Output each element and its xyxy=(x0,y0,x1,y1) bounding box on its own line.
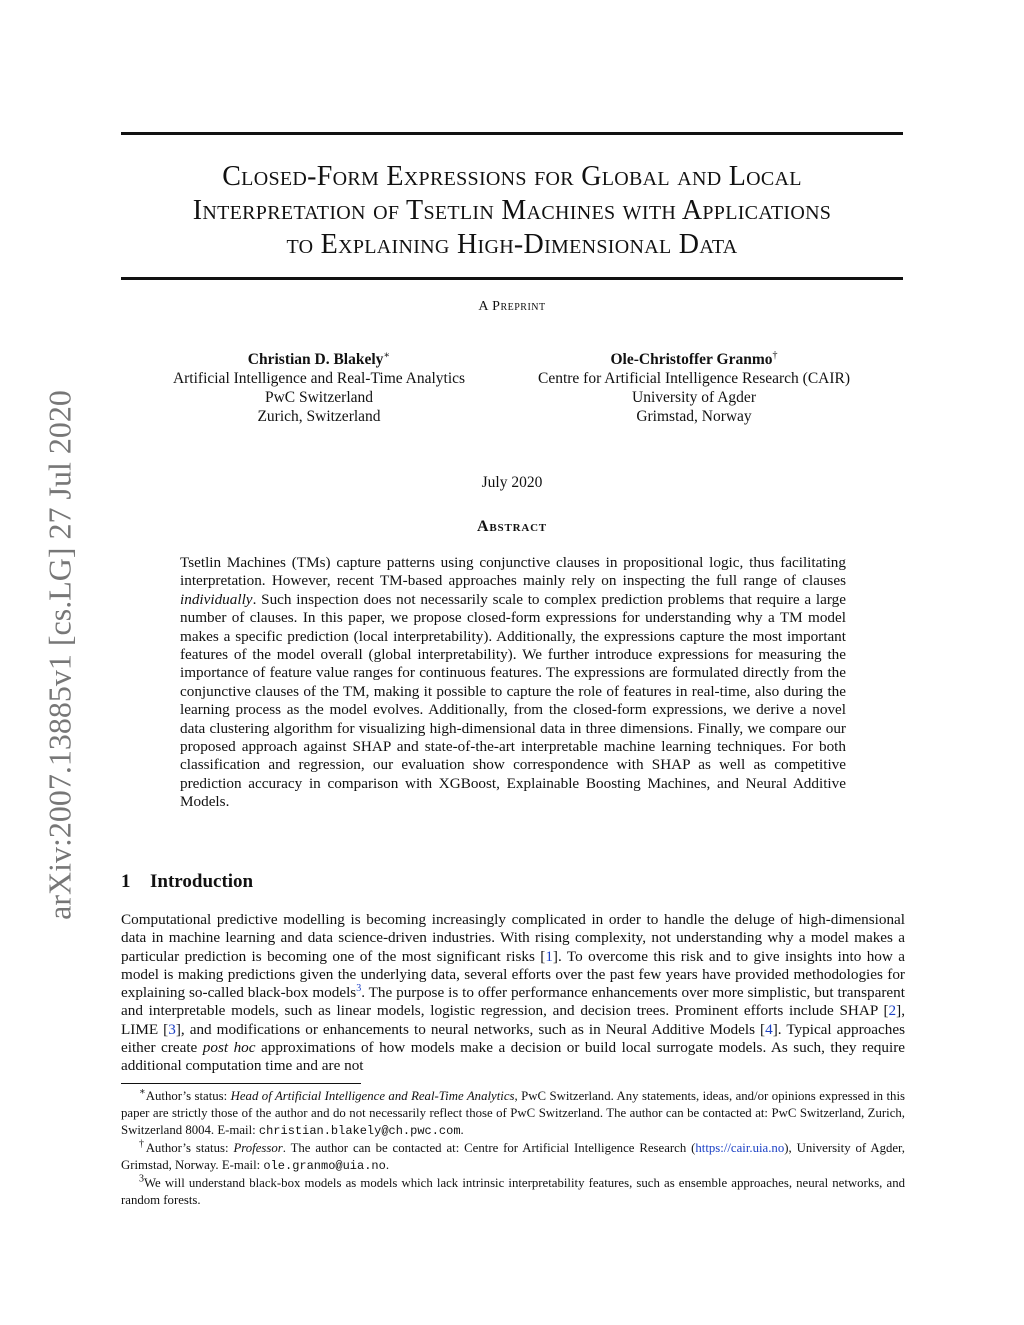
author-name: Christian D. Blakely xyxy=(247,351,384,368)
footnote-ref-link[interactable]: 3 xyxy=(356,983,362,995)
preprint-label: A Preprint xyxy=(478,299,546,314)
author-block-2 xyxy=(504,350,884,426)
author-affiliation: Centre for Artificial Intelligence Research (CAIR) xyxy=(537,370,851,387)
footnote-1: ∗Author’s status: Head of Artificial Intelligence and Real-Time Analytics, PwC Switzerland. Any statements, ideas, and/or opinions expressed in this paper are strictly those of the author and do not necessarily reflect those of PwC Switzerland. The author can be contacted at: PwC Switzerland, Zurich, Switzerland 8004. E-mail: christian.blakely@ch.pwc.com. xyxy=(121,1086,905,1138)
email-address: ole.granmo@uia.no xyxy=(263,1159,386,1173)
section-number: 1 xyxy=(121,871,131,892)
footnote-2: †Author’s status: Professor. The author can be contacted at: Centre for Artificial Intelligence Research (https://cair.uia.no), University of Agder, Grimstad, Norway. E-mail: ole.granmo@uia.no. xyxy=(121,1138,905,1173)
cair-url-link[interactable]: https://cair.uia.no xyxy=(695,1141,785,1155)
title-top-rule xyxy=(121,132,903,135)
author-affiliation: PwC Switzerland xyxy=(264,389,374,406)
arxiv-stamp: arXiv:2007.13885v1 [cs.LG] 27 Jul 2020 xyxy=(41,390,78,920)
title-bottom-rule xyxy=(121,277,903,280)
author-affiliation: Artificial Intelligence and Real-Time Analytics xyxy=(172,370,466,387)
footnote-rule xyxy=(121,1083,361,1084)
citation-link[interactable]: 4 xyxy=(765,1020,773,1038)
author-affiliation: Zurich, Switzerland xyxy=(257,408,381,425)
title-line-1: Closed-Form Expressions for Global and Local xyxy=(222,161,802,192)
author-affiliation: Grimstad, Norway xyxy=(636,408,752,425)
abstract-text: Tsetlin Machines (TMs) capture patterns using conjunctive clauses in propositional logic, thus facilitating interpretation. However, recent TM-based approaches mainly rely on inspecting the full range of clauses individually. Such inspection does not necessarily scale to complex prediction problems that require a large number of clauses. In this paper, we propose closed-form expressions for understanding why a TM model makes a specific prediction (local interpretability). Additionally, the expressions capture the most important features of the model overall (global interpretability). We further introduce expressions for measuring the importance of feature value ranges for continuous features. The expressions are formulated directly from the conjunctive clauses of the TM, making it possible to capture the role of features in real-time, also during the learning process as the model evolves. Additionally, from the closed-form expressions, we derive a novel data clustering algorithm for visualizing high-dimensional data in three dimensions. Finally, we compare our proposed approach against SHAP and state-of-the-art interpretable machine learning techniques. For both classification and regression, our evaluation show correspondence with SHAP as well as competitive prediction accuracy in comparison with XGBoost, Explainable Boosting Machines, and Neural Additive Models. xyxy=(180,554,846,811)
introduction-paragraph: Computational predictive modelling is becoming increasingly complicated in order to handle the deluge of high-dimensional data in machine learning and data science-driven industries. With rising complexity, not understanding why a model makes a particular prediction is becoming one of the most significant risks [1]. To overcome this risk and to give insights into how a model is making predictions given the underlying data, several efforts over the past few years have provided methodologies for explaining so-called black-box models$^3$. The purpose is to offer performance enhancements over more simplistic, but transparent and interpretable models, such as linear models, logistic regression, and decision trees. Prominent efforts include SHAP [2], LIME [3], and modifications or enhancements to neural networks, such as in Neural Additive Models [4]. Typical approaches either create post hoc approximations of how models make a decision or build local surrogate models. As such, they require additional computation time and are not xyxy=(121,911,905,1075)
author-footnote-mark: ∗ xyxy=(383,349,391,361)
footnotes xyxy=(121,1088,905,1209)
abstract-heading: Abstract xyxy=(477,518,547,535)
section-title: Introduction xyxy=(150,871,254,892)
email-address: christian.blakely@ch.pwc.com xyxy=(258,1124,461,1138)
publication-date: July 2020 xyxy=(481,474,543,491)
author-footnote-mark: † xyxy=(772,349,778,361)
title-line-3: to Explaining High-Dimensional Data xyxy=(286,229,738,260)
author-name: Ole-Christoffer Granmo xyxy=(610,351,773,368)
author-affiliation: University of Agder xyxy=(632,389,756,406)
paper-title xyxy=(121,160,903,262)
section-heading xyxy=(121,871,253,893)
citation-link[interactable]: 1 xyxy=(545,947,553,965)
title-line-2: Interpretation of Tsetlin Machines with Applications xyxy=(192,195,832,226)
author-block-1 xyxy=(129,350,509,426)
citation-link[interactable]: 2 xyxy=(888,1002,897,1020)
footnote-3: $^3$We will understand black-box models as models which lack intrinsic interpretability features, such as ensemble approaches, neural networks, and random forests. xyxy=(121,1173,905,1207)
citation-link[interactable]: 3 xyxy=(168,1020,176,1038)
